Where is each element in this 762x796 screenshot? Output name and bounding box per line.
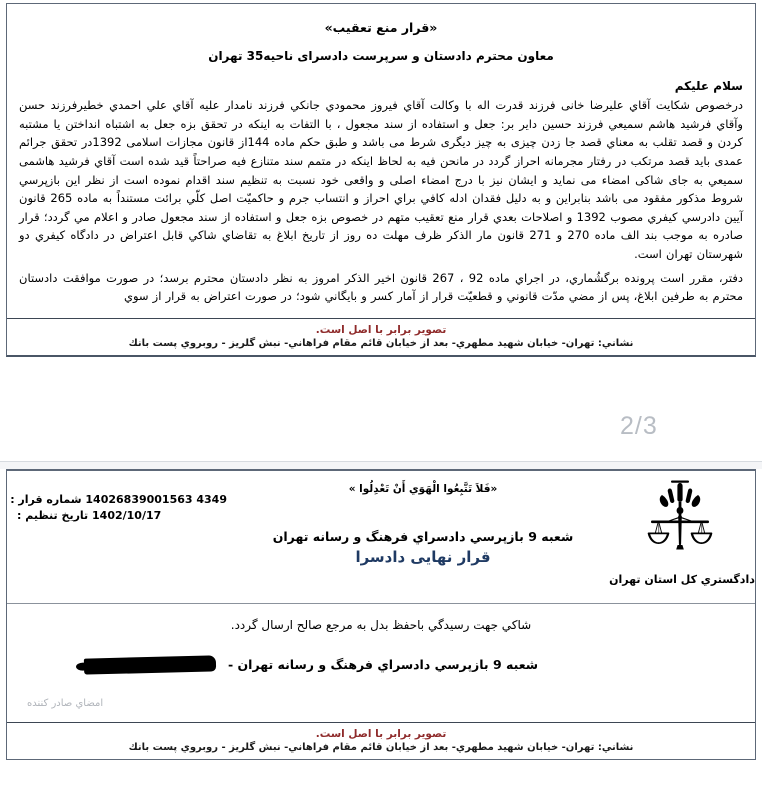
certification-stamp-text: تصویر برابر با اصل است.: [315, 323, 447, 336]
certification-stamp-text: تصویر برابر با اصل است.: [315, 727, 447, 740]
signature-branch-text: شعبه 9 بازپرسي دادسراي فرهنگ و رسانه تهران -: [227, 657, 539, 673]
issuer-signature-label: امضاي صادر كننده: [27, 698, 104, 710]
issue-date-value: 1402/10/17: [92, 508, 162, 522]
iran-judiciary-scales-emblem-icon: [645, 479, 719, 571]
document-viewer: [0, 3, 762, 760]
separator-rule: [0, 461, 762, 469]
page-indicator: [0, 412, 762, 441]
order-text: شاكي جهت رسیدگي باحفظ بدل به مرجع صالح ارسال گردد.: [230, 617, 532, 632]
page-title: «قرار منع تعقیب»: [324, 20, 438, 35]
page-number-label: 2/3: [620, 411, 658, 440]
emblem-column: [609, 477, 755, 599]
document-page-two: [6, 469, 756, 760]
salutation-line: سلام علیکم: [674, 79, 743, 93]
body-paragraph: درخصوص شکایت آقاي علیرضا خانی فرزند قدرت اله با وکالت آقاي فیروز محمودي جانکي فرزند نامدار علیه آقاي علي احمدي خطیرفرزند حسن وآقاي فرشید هاشم سمیعي فرزند حسین دایر بر: جعل و استفاده از سند مجعول ، با التفات به اینکه در تحقق بزه جعل به اشتباه انداختن یا مشتبه کردن و قصد تقلب به معناي قصد جا زدن چیزی به چیز دیگری شرط می باشد و طبق حکم ماده 144از قانون مجازات اسلامی 1392در تحقق جرائم عمدی باید قصد مرتکب در رفتار مجرمانه احراز گردد در مانحن فیه به لحاظ اینکه در متمم سند متنازع فیه صراحتاً قید شده است آقاي فرشید هاشمی سمیعي به جای شاکی امضاء می نماید و ایشان نیز با درج امضاء اصلی و واقعی خود نسبت به تنظیم سند اقدام نموده است از نظر این بازپرسي شروط مذکور مفقود می باشد بنابراین و به دلیل فقدان ادله کافي براي احراز و انتساب جرم و حاکمیّت اصل کلّي برائت مستنداً به ماده 265 قانون آیین دادرسي کیفري مصوب 1392 و اصلاحات بعدي قرار منع تعقیب متهم در خصوص بزه جعل و استفاده از سند مجعول صادر و اعلام مي گردد؛ قرار صادره به موجب بند الف ماده 270 و 271 قانون مار الذکر ظرف مهلت ده روز از تاریخ ابلاغ به تقاضاي شاکي قابل اعتراض در دادگاه کیفري دو شهرستان تهران است.: [19, 98, 744, 261]
redaction-mark: [84, 655, 216, 674]
addressee-line: معاون محترم دادستان و سرپرست دادسرای ناحیه35 تهران: [208, 49, 554, 63]
header-center-column: [227, 477, 619, 599]
case-number-value: 14026839001563 4349: [85, 492, 227, 506]
page-two-certification-footer: [7, 722, 755, 759]
body-paragraph: دفتر، مقرر است پرونده برگشُماري، در اجراي ماده 92 ، 267 قانون اخیر الذکر امروز به نظر دادستان محترم برسد؛ در صورت موافقت دادستان محترم به طرفین ابلاغ، پس از مضي مدّت قانوني و قطعیّت قرار از آمار کسر و بایگاني شود؛ در صورت اعتراض به قرار از سوي: [19, 270, 743, 304]
issue-date-label: تاریخ تنظیم :: [17, 508, 89, 522]
organization-name: دادگستري كل استان تهران: [609, 572, 755, 586]
document-page-one: [6, 3, 756, 357]
page-two-header: [7, 471, 755, 603]
document-meta-column: [10, 477, 227, 599]
office-address: نشاني: تهران- خیابان شهید مطهري- بعد از خیابان قائم مقام فراهاني- نبش گلریز - روبروي پست بانك: [128, 337, 634, 349]
page-one-body: [7, 4, 755, 318]
office-address: نشاني: تهران- خیابان شهید مطهري- بعد از خیابان قائم مقام فراهاني- نبش گلریز - روبروي پست بانك: [128, 741, 634, 753]
page-separator: [0, 357, 762, 469]
branch-name: شعبه 9 بازپرسي دادسراي فرهنگ و رسانه تهران: [272, 528, 574, 544]
signature-branch-block: [21, 657, 741, 672]
page-one-certification-footer: [7, 318, 755, 355]
case-number-row: [10, 492, 227, 506]
quranic-verse: «فَلاَ تَتَّبِعُوا الْهَوَي أَنْ تَعْدِلُوا »: [348, 482, 498, 495]
document-type-title: قرار نهایی دادسرا: [355, 547, 491, 566]
case-number-label: شماره قرار :: [10, 492, 82, 506]
signature-branch-inner: [224, 657, 538, 672]
page-two-body: [7, 604, 755, 722]
issue-date-row: [17, 509, 227, 522]
